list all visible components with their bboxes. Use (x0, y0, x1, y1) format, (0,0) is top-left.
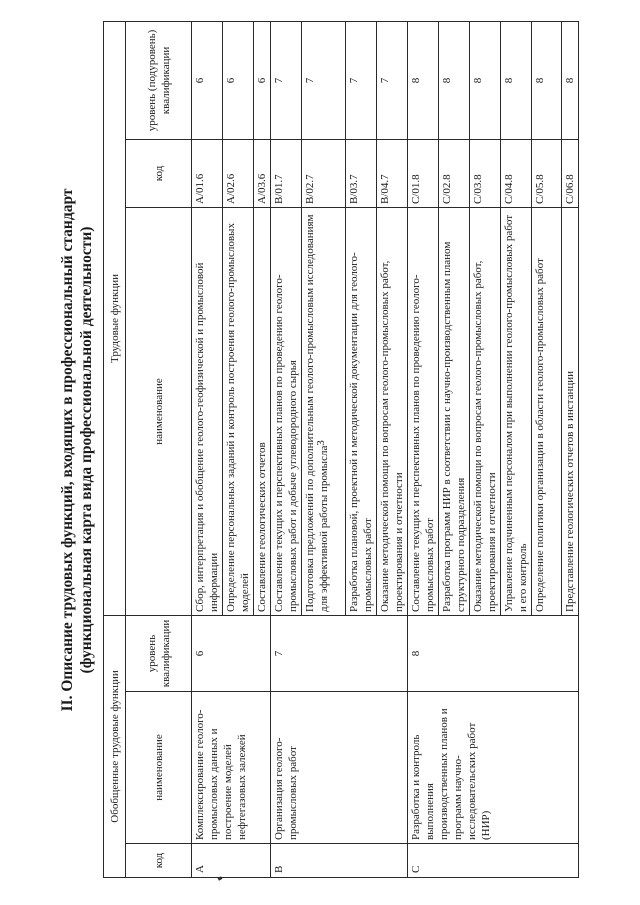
group-code: A (192, 844, 271, 878)
title-line-1: II. Описание трудовых функций, входящих в профессиональный стандарт (59, 188, 76, 712)
function-level: 7 (302, 21, 346, 139)
function-name: Сбор, интерпретация и обобщение геолого-геофизической и промысловой информации (192, 207, 223, 615)
function-level: 7 (271, 21, 302, 139)
header-sublevel: уровень (подуровень) квалификации (126, 21, 192, 139)
group-level: 8 (408, 615, 579, 691)
header-name: наименование (126, 692, 192, 844)
function-code: C/06.8 (562, 139, 579, 207)
function-code: A/01.6 (192, 139, 223, 207)
function-name: Оказание методической помощи по вопросам геолого-промысловых работ, проектирования и отчетности (377, 207, 408, 615)
function-code: B/02.7 (302, 139, 346, 207)
group-level: 7 (271, 615, 408, 691)
section-title (58, 10, 96, 890)
function-name: Управление подчиненным персоналом при выполнении геолого-промысловых работ и его контроль (501, 207, 532, 615)
header-generalized: Обобщенные трудовые функции (104, 615, 126, 877)
group-name: Комплексирование геолого-промысловых данных и построение моделей нефтегазовых залежей (192, 692, 271, 844)
function-name: Представление геологических отчетов в инстанции (562, 207, 579, 615)
function-name: Определение персональных заданий и контроль построения геолого-промысловых моделей (223, 207, 254, 615)
function-name: Определение политики организации в области геолого-промысловых работ (532, 207, 562, 615)
group-name: Разработка и контроль выполнения производственных планов и программ научно-исследовательских работ (НИР) (408, 692, 579, 844)
title-line-2: (функциональная карта вида профессиональной деятельности) (78, 226, 95, 674)
table-row (271, 21, 302, 877)
function-code: C/05.8 (532, 139, 562, 207)
header-code: код (126, 844, 192, 878)
header-function-name: наименование (126, 207, 192, 615)
group-level: 6 (192, 615, 271, 691)
function-code: B/03.7 (346, 139, 377, 207)
functional-map-table (103, 22, 621, 878)
table-row (192, 21, 223, 877)
function-level: 8 (408, 21, 439, 139)
function-level: 8 (562, 21, 579, 139)
rotated-sheet (58, 10, 640, 890)
function-level: 8 (439, 21, 470, 139)
function-name: Составление текущих и перспективных планов по проведению геолого-промысловых работ (408, 207, 439, 615)
function-code: C/02.8 (439, 139, 470, 207)
function-level: 6 (254, 21, 271, 139)
function-code: A/02.6 (223, 139, 254, 207)
header-labor: Трудовые функции (104, 21, 126, 615)
function-level: 8 (532, 21, 562, 139)
function-name: Оказание методической помощи по вопросам геолого-промысловых работ, проектирования и отчетности (470, 207, 501, 615)
group-code: B (271, 844, 408, 878)
header-function-code: код (126, 139, 192, 207)
function-level: 8 (470, 21, 501, 139)
function-name: Составление геологических отчетов (254, 207, 271, 615)
group-code: C (408, 844, 579, 878)
function-level: 7 (346, 21, 377, 139)
function-level: 6 (192, 21, 223, 139)
function-name: Составление текущих и перспективных планов по проведению геолого-промысловых работ и добыче углеводородного сырья (271, 207, 302, 615)
function-level: 6 (223, 21, 254, 139)
function-level: 7 (377, 21, 408, 139)
function-level: 8 (501, 21, 532, 139)
function-code: C/04.8 (501, 139, 532, 207)
group-name: Организация геолого-промысловых работ (271, 692, 408, 844)
function-code: A/03.6 (254, 139, 271, 207)
function-code: B/01.7 (271, 139, 302, 207)
function-name: Разработка программ НИР в соответствии с научно-производственным планом структурного подразделения (439, 207, 470, 615)
function-name: Подготовка предложений по дополнительным геолого-промысловым исследованиям для эффективной работы промысла (302, 207, 346, 615)
function-name: Разработка плановой, проектной и методической документации для геолого-промысловых работ (346, 207, 377, 615)
function-code: C/01.8 (408, 139, 439, 207)
header-level: уровень квалификации (126, 615, 192, 691)
function-code: C/03.8 (470, 139, 501, 207)
function-code: B/04.7 (377, 139, 408, 207)
table-row (408, 21, 439, 877)
